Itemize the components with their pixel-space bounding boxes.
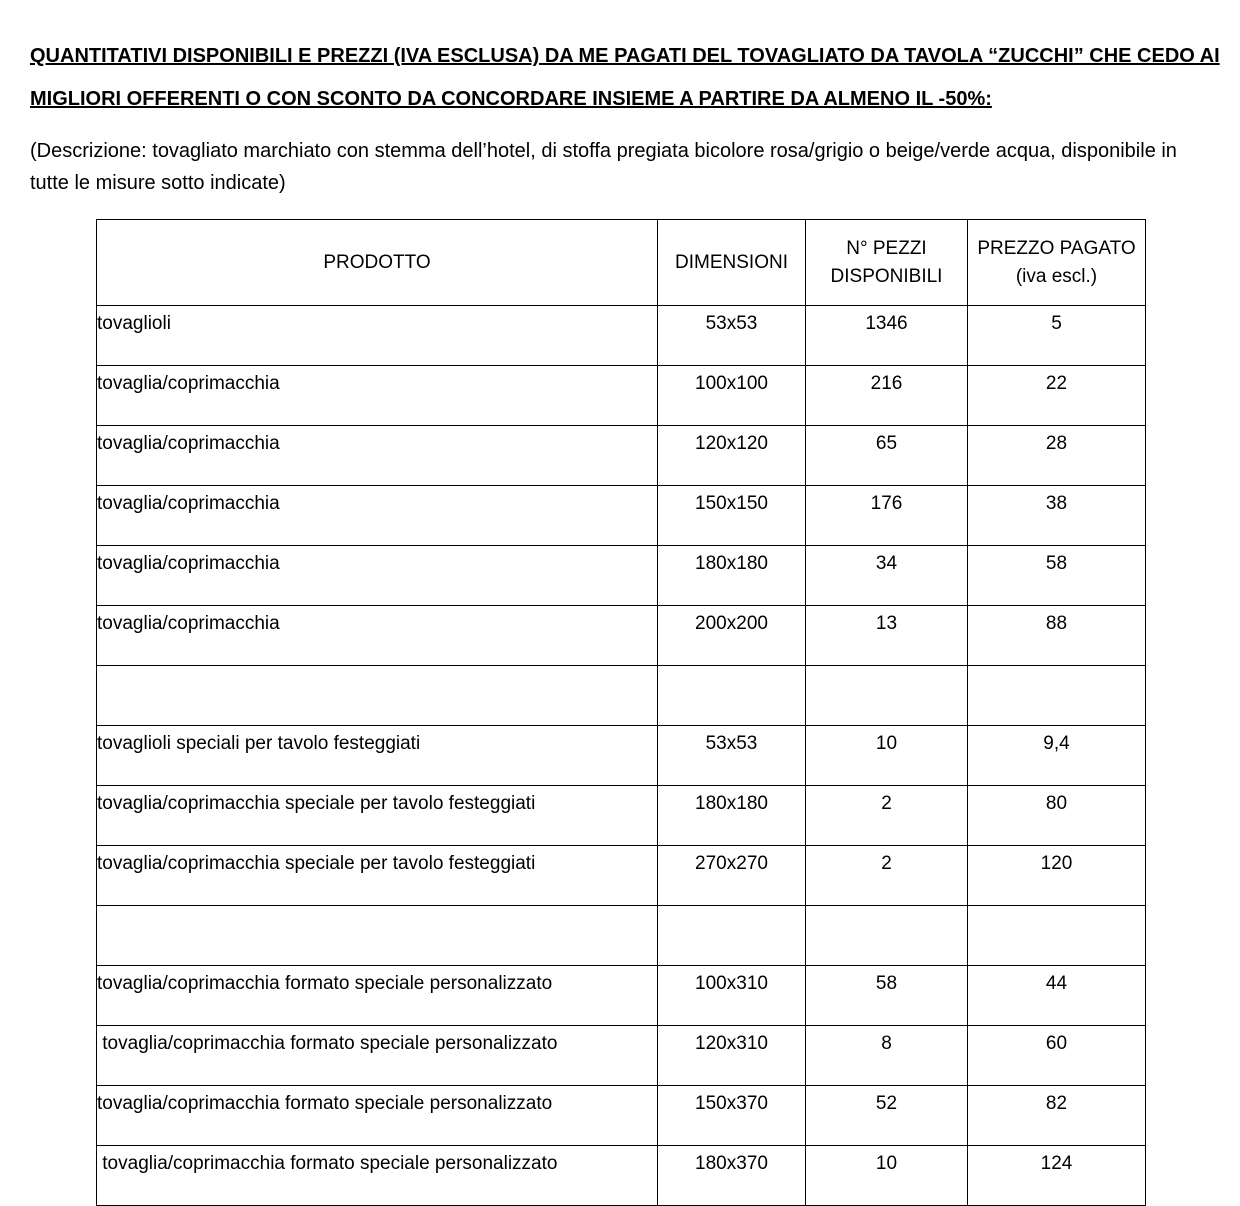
header-price-label-2: (iva escl.) bbox=[1015, 265, 1098, 287]
dimensions-cell: 180x370 bbox=[658, 1146, 806, 1206]
document-title-line-2: MIGLIORI OFFERENTI O CON SCONTO DA CONCORDARE INSIEME A PARTIRE DA ALMENO IL -50%: bbox=[30, 88, 992, 110]
price-cell bbox=[968, 666, 1146, 726]
price-cell: 124 bbox=[968, 1146, 1146, 1206]
product-cell bbox=[97, 666, 658, 726]
quantity-cell: 2 bbox=[806, 846, 968, 906]
quantity-cell: 10 bbox=[806, 1146, 968, 1206]
table-row bbox=[97, 1026, 1146, 1086]
dimensions-cell: 200x200 bbox=[658, 606, 806, 666]
table-row bbox=[97, 1146, 1146, 1206]
product-cell: tovaglia/coprimacchia speciale per tavolo festeggiati bbox=[97, 846, 658, 906]
product-cell: tovaglia/coprimacchia bbox=[97, 486, 658, 546]
price-cell: 88 bbox=[968, 606, 1146, 666]
dimensions-cell: 120x120 bbox=[658, 426, 806, 486]
table-row bbox=[97, 546, 1146, 606]
product-cell: tovaglioli bbox=[97, 306, 658, 366]
header-price bbox=[968, 220, 1146, 306]
price-cell: 5 bbox=[968, 306, 1146, 366]
table-row bbox=[97, 486, 1146, 546]
quantity-cell: 10 bbox=[806, 726, 968, 786]
dimensions-cell: 150x370 bbox=[658, 1086, 806, 1146]
dimensions-cell: 120x310 bbox=[658, 1026, 806, 1086]
header-product-label: PRODOTTO bbox=[323, 251, 431, 273]
header-price-label-1: PREZZO PAGATO bbox=[977, 237, 1136, 259]
product-cell: tovaglia/coprimacchia bbox=[97, 366, 658, 426]
quantity-cell: 34 bbox=[806, 546, 968, 606]
product-cell bbox=[97, 906, 658, 966]
table-row bbox=[97, 786, 1146, 846]
document-title-line-1: QUANTITATIVI DISPONIBILI E PREZZI (IVA ESCLUSA) DA ME PAGATI DEL TOVAGLIATO DA TAVOLA “ZUCCHI” CHE CEDO AI bbox=[30, 45, 1220, 67]
dimensions-cell: 180x180 bbox=[658, 546, 806, 606]
table-row bbox=[97, 306, 1146, 366]
product-cell: tovaglia/coprimacchia bbox=[97, 546, 658, 606]
dimensions-cell: 150x150 bbox=[658, 486, 806, 546]
quantity-cell bbox=[806, 906, 968, 966]
table-row bbox=[97, 846, 1146, 906]
header-quantity-label-2: DISPONIBILI bbox=[830, 265, 943, 287]
header-dimensions-label: DIMENSIONI bbox=[675, 251, 788, 273]
header-dimensions bbox=[658, 220, 806, 306]
price-cell: 82 bbox=[968, 1086, 1146, 1146]
dimensions-cell bbox=[658, 666, 806, 726]
table-row bbox=[97, 966, 1146, 1026]
price-cell: 60 bbox=[968, 1026, 1146, 1086]
dimensions-cell: 180x180 bbox=[658, 786, 806, 846]
dimensions-cell: 100x310 bbox=[658, 966, 806, 1026]
table-row bbox=[97, 906, 1146, 966]
price-cell: 58 bbox=[968, 546, 1146, 606]
dimensions-cell: 53x53 bbox=[658, 726, 806, 786]
price-cell: 28 bbox=[968, 426, 1146, 486]
product-cell: tovaglioli speciali per tavolo festeggiati bbox=[97, 726, 658, 786]
dimensions-cell: 53x53 bbox=[658, 306, 806, 366]
quantity-cell: 52 bbox=[806, 1086, 968, 1146]
header-quantity bbox=[806, 220, 968, 306]
price-cell: 120 bbox=[968, 846, 1146, 906]
table-row bbox=[97, 666, 1146, 726]
quantity-cell: 216 bbox=[806, 366, 968, 426]
table-row bbox=[97, 606, 1146, 666]
price-cell: 9,4 bbox=[968, 726, 1146, 786]
header-quantity-label-1: N° PEZZI bbox=[846, 237, 927, 259]
price-cell: 44 bbox=[968, 966, 1146, 1026]
product-cell: tovaglia/coprimacchia speciale per tavolo festeggiati bbox=[97, 786, 658, 846]
table-row bbox=[97, 1086, 1146, 1146]
product-cell: tovaglia/coprimacchia formato speciale personalizzato bbox=[97, 1146, 658, 1206]
product-cell: tovaglia/coprimacchia formato speciale personalizzato bbox=[97, 966, 658, 1026]
products-table bbox=[96, 219, 1146, 1206]
table-row bbox=[97, 726, 1146, 786]
quantity-cell: 13 bbox=[806, 606, 968, 666]
quantity-cell: 2 bbox=[806, 786, 968, 846]
quantity-cell: 65 bbox=[806, 426, 968, 486]
product-cell: tovaglia/coprimacchia formato speciale personalizzato bbox=[97, 1086, 658, 1146]
product-cell: tovaglia/coprimacchia bbox=[97, 606, 658, 666]
quantity-cell: 176 bbox=[806, 486, 968, 546]
dimensions-cell bbox=[658, 906, 806, 966]
quantity-cell: 8 bbox=[806, 1026, 968, 1086]
quantity-cell: 58 bbox=[806, 966, 968, 1026]
table-body bbox=[97, 306, 1146, 1206]
price-cell: 80 bbox=[968, 786, 1146, 846]
table-row bbox=[97, 426, 1146, 486]
price-cell: 22 bbox=[968, 366, 1146, 426]
table-row bbox=[97, 366, 1146, 426]
price-cell: 38 bbox=[968, 486, 1146, 546]
product-cell: tovaglia/coprimacchia bbox=[97, 426, 658, 486]
quantity-cell bbox=[806, 666, 968, 726]
quantity-cell: 1346 bbox=[806, 306, 968, 366]
dimensions-cell: 270x270 bbox=[658, 846, 806, 906]
price-cell bbox=[968, 906, 1146, 966]
header-product bbox=[97, 220, 658, 306]
document-description: (Descrizione: tovagliato marchiato con stemma dell’hotel, di stoffa pregiata bicolore rosa/grigio o beige/verde acqua, disponibile in tutte le misure sotto indicate) bbox=[30, 140, 1177, 194]
dimensions-cell: 100x100 bbox=[658, 366, 806, 426]
table-header-row bbox=[97, 220, 1146, 306]
product-cell: tovaglia/coprimacchia formato speciale personalizzato bbox=[97, 1026, 658, 1086]
